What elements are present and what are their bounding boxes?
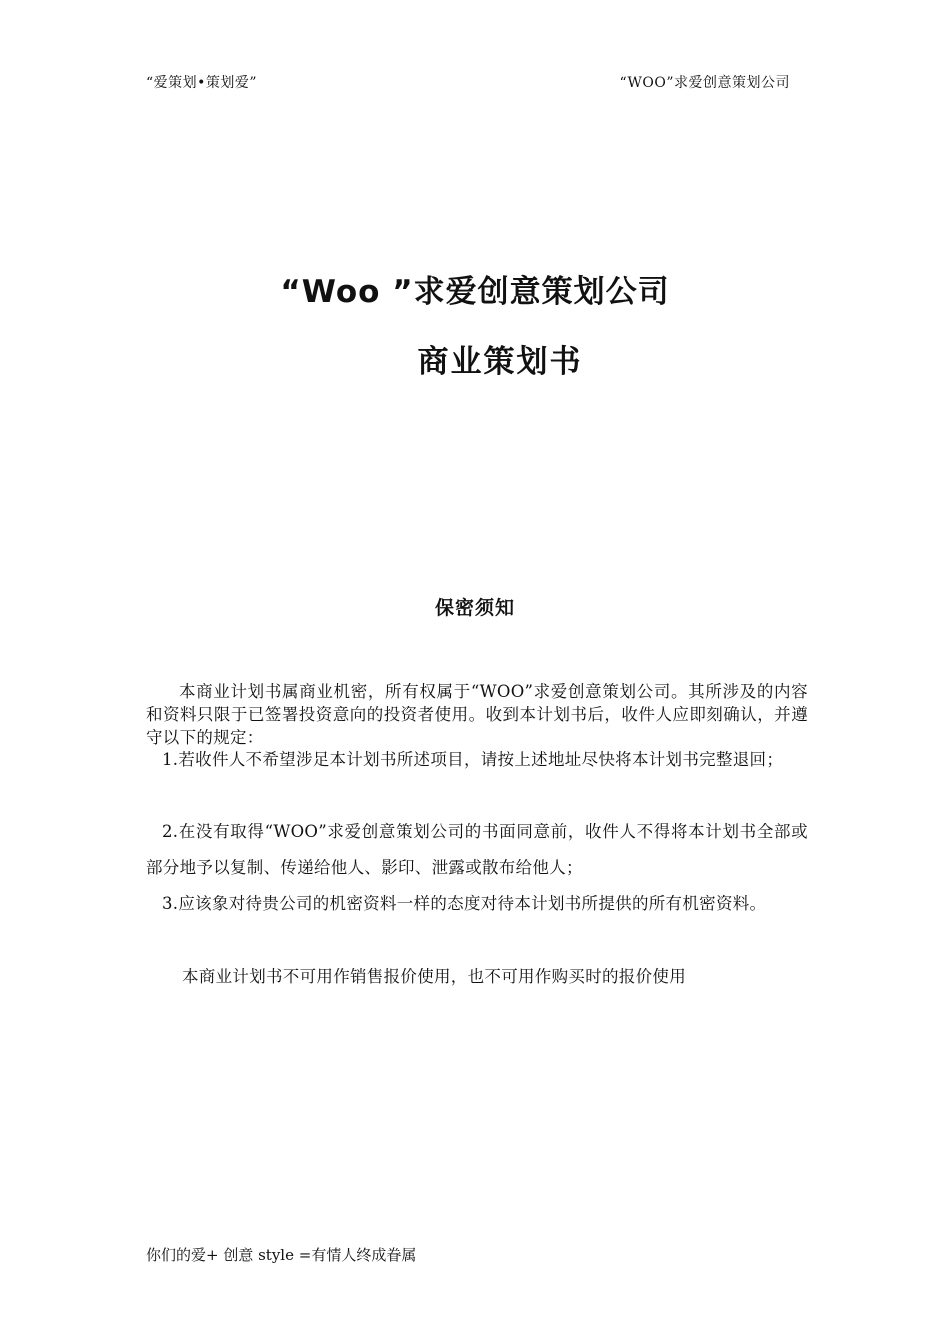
confidentiality-heading: 保密须知: [434, 597, 515, 619]
document-title: “Woo ”求爱创意策划公司: [280, 274, 670, 310]
footer-slogan: 你们的爱+ 创意 style =有情人终成眷属: [146, 1246, 417, 1264]
confidentiality-rule-1: 1.若收件人不希望涉足本计划书所述项目，请按上述地址尽快将本计划书完整退回；: [162, 750, 784, 769]
confidentiality-rule-3: 3.应该象对待贵公司的机密资料一样的态度对待本计划书所提供的所有机密资料。: [162, 894, 767, 913]
header-left-slogan: “爱策划•策划爱”: [146, 75, 258, 91]
confidentiality-rule-2: 2.在没有取得“WOO”求爱创意策划公司的书面同意前，收件人不得将本计划书全部或部分地予以复制、传递给他人、影印、泄露或散布给他人；: [146, 822, 808, 877]
document-subtitle: 商业策划书: [417, 344, 583, 380]
confidentiality-intro: 本商业计划书属商业机密，所有权属于“WOO”求爱创意策划公司。其所涉及的内容和资料只限于已签署投资意向的投资者使用。收到本计划书后，收件人应即刻确认，并遵守以下的规定：: [146, 682, 808, 747]
confidentiality-closing: 本商业计划书不可用作销售报价使用，也不可用作购买时的报价使用: [182, 967, 686, 986]
header-right-company: “WOO”求爱创意策划公司: [619, 75, 790, 91]
